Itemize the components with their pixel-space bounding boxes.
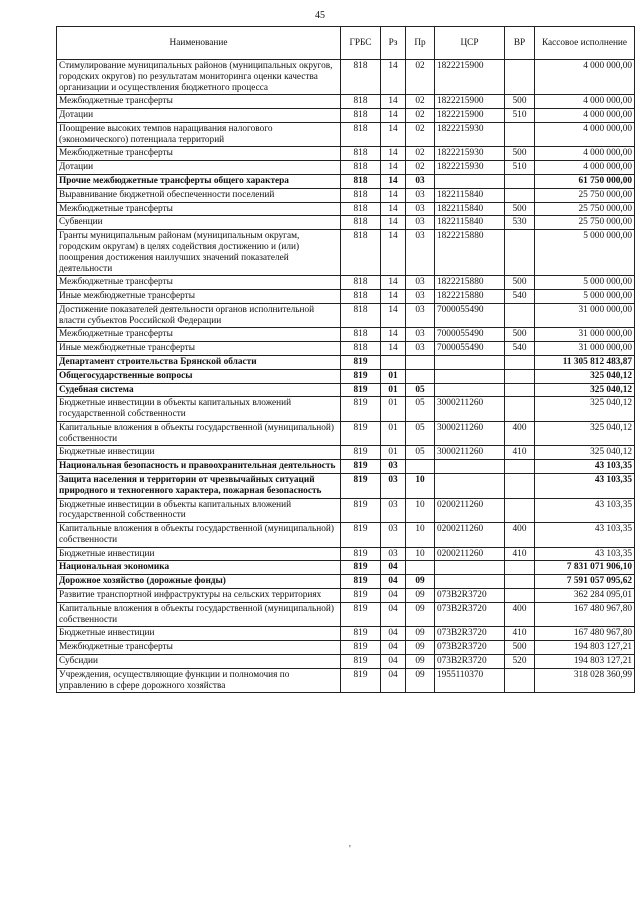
cell-pr: 05 (406, 446, 435, 460)
cell-rz: 01 (381, 446, 406, 460)
cell-name: Достижение показателей деятельности органов исполнительной власти субъектов Российской Федерации (57, 303, 341, 328)
cell-csr: 073B2R3720 (435, 589, 505, 603)
cell-name: Капитальные вложения в объекты государственной (муниципальной) собственности (57, 602, 341, 627)
table-row (57, 276, 635, 290)
cell-grbs: 818 (341, 276, 381, 290)
cell-amount: 325 040,12 (535, 397, 635, 422)
cell-name: Бюджетные инвестиции (57, 627, 341, 641)
cell-amount: 362 284 095,01 (535, 589, 635, 603)
cell-csr: 0200211260 (435, 547, 505, 561)
cell-grbs: 818 (341, 328, 381, 342)
cell-rz: 14 (381, 161, 406, 175)
page-number: 45 (315, 10, 325, 21)
cell-grbs: 818 (341, 290, 381, 304)
cell-csr: 1822215900 (435, 95, 505, 109)
cell-csr: 1822115840 (435, 216, 505, 230)
cell-rz: 03 (381, 523, 406, 548)
table-row (57, 668, 635, 693)
cell-grbs: 818 (341, 161, 381, 175)
cell-name: Бюджетные инвестиции в объекты капитальных вложений государственной собственности (57, 397, 341, 422)
cell-grbs: 818 (341, 60, 381, 95)
cell-vr: 530 (505, 216, 535, 230)
cell-grbs: 819 (341, 575, 381, 589)
table-row (57, 575, 635, 589)
cell-pr: 02 (406, 122, 435, 147)
table-row (57, 602, 635, 627)
cell-csr: 1822115840 (435, 188, 505, 202)
cell-pr: 03 (406, 216, 435, 230)
cell-rz: 14 (381, 328, 406, 342)
cell-name: Дорожное хозяйство (дорожные фонды) (57, 575, 341, 589)
cell-amount: 43 103,35 (535, 523, 635, 548)
cell-grbs: 819 (341, 589, 381, 603)
table-row (57, 147, 635, 161)
cell-grbs: 818 (341, 230, 381, 276)
cell-name: Бюджетные инвестиции (57, 547, 341, 561)
table-row (57, 60, 635, 95)
header-vr: ВР (505, 27, 535, 60)
cell-pr: 05 (406, 421, 435, 446)
cell-grbs: 818 (341, 175, 381, 189)
header-csr: ЦСР (435, 27, 505, 60)
cell-name: Межбюджетные трансферты (57, 202, 341, 216)
cell-rz: 04 (381, 668, 406, 693)
cell-name: Стимулирование муниципальных районов (муниципальных округов, городских округов) по результатам мониторинга оценки качества организации и осуществления бюджетного процесса (57, 60, 341, 95)
cell-grbs: 818 (341, 303, 381, 328)
cell-name: Бюджетные инвестиции в объекты капитальных вложений государственной собственности (57, 498, 341, 523)
cell-vr (505, 175, 535, 189)
cell-vr: 510 (505, 109, 535, 123)
cell-vr (505, 303, 535, 328)
cell-grbs: 818 (341, 122, 381, 147)
table-row (57, 627, 635, 641)
cell-grbs: 819 (341, 397, 381, 422)
cell-pr: 10 (406, 547, 435, 561)
cell-amount: 7 831 071 906,10 (535, 561, 635, 575)
cell-amount: 43 103,35 (535, 547, 635, 561)
cell-name: Учреждения, осуществляющие функции и полномочия по управлению в сфере дорожного хозяйства (57, 668, 341, 693)
cell-csr: 3000211260 (435, 397, 505, 422)
cell-grbs: 818 (341, 342, 381, 356)
cell-amount: 43 103,35 (535, 460, 635, 474)
cell-pr: 03 (406, 175, 435, 189)
cell-pr: 03 (406, 328, 435, 342)
cell-csr: 1822215880 (435, 276, 505, 290)
cell-amount: 43 103,35 (535, 498, 635, 523)
cell-csr: 073B2R3720 (435, 641, 505, 655)
cell-pr: 03 (406, 230, 435, 276)
cell-name: Субсидии (57, 654, 341, 668)
cell-rz: 14 (381, 342, 406, 356)
cell-name: Бюджетные инвестиции (57, 446, 341, 460)
cell-grbs: 818 (341, 202, 381, 216)
cell-vr: 410 (505, 446, 535, 460)
cell-grbs: 819 (341, 355, 381, 369)
cell-vr (505, 397, 535, 422)
cell-name: Развитие транспортной инфраструктуры на сельских территориях (57, 589, 341, 603)
cell-rz: 14 (381, 202, 406, 216)
cell-amount: 194 803 127,21 (535, 641, 635, 655)
table-row (57, 383, 635, 397)
cell-vr (505, 561, 535, 575)
cell-name: Межбюджетные трансферты (57, 95, 341, 109)
cell-vr (505, 369, 535, 383)
cell-rz: 01 (381, 383, 406, 397)
cell-name: Судебная система (57, 383, 341, 397)
cell-vr (505, 188, 535, 202)
cell-csr: 1822115840 (435, 202, 505, 216)
cell-pr: 09 (406, 627, 435, 641)
cell-amount: 167 480 967,80 (535, 627, 635, 641)
cell-grbs: 818 (341, 95, 381, 109)
table-row (57, 460, 635, 474)
cell-vr: 510 (505, 161, 535, 175)
cell-rz: 01 (381, 369, 406, 383)
cell-grbs: 818 (341, 188, 381, 202)
cell-name: Субвенции (57, 216, 341, 230)
cell-rz: 04 (381, 654, 406, 668)
scan-mark (349, 844, 355, 854)
cell-grbs: 819 (341, 421, 381, 446)
cell-rz (381, 355, 406, 369)
cell-vr (505, 498, 535, 523)
cell-vr: 500 (505, 202, 535, 216)
table-row (57, 523, 635, 548)
cell-pr: 09 (406, 641, 435, 655)
cell-pr: 09 (406, 654, 435, 668)
header-pr: Пр (406, 27, 435, 60)
cell-csr (435, 355, 505, 369)
cell-csr: 1822215930 (435, 122, 505, 147)
cell-vr (505, 122, 535, 147)
cell-name: Поощрение высоких темпов наращивания налогового (экономического) потенциала территорий (57, 122, 341, 147)
cell-name: Иные межбюджетные трансферты (57, 342, 341, 356)
cell-pr: 03 (406, 342, 435, 356)
cell-name: Национальная безопасность и правоохранительная деятельность (57, 460, 341, 474)
cell-grbs: 818 (341, 147, 381, 161)
cell-amount: 4 000 000,00 (535, 161, 635, 175)
cell-name: Национальная экономика (57, 561, 341, 575)
cell-vr: 500 (505, 328, 535, 342)
cell-grbs: 818 (341, 109, 381, 123)
cell-amount: 31 000 000,00 (535, 328, 635, 342)
cell-pr: 09 (406, 602, 435, 627)
cell-csr: 3000211260 (435, 421, 505, 446)
cell-rz: 04 (381, 641, 406, 655)
cell-rz: 04 (381, 589, 406, 603)
cell-grbs: 819 (341, 668, 381, 693)
cell-vr (505, 60, 535, 95)
header-row (57, 27, 635, 60)
cell-csr: 1822215880 (435, 230, 505, 276)
cell-csr (435, 175, 505, 189)
table-row (57, 369, 635, 383)
cell-rz: 14 (381, 230, 406, 276)
cell-vr: 500 (505, 641, 535, 655)
cell-name: Гранты муниципальным районам (муниципальным округам, городским округам) в целях содействия достижению и (или) поощрения достижения наилучших значений показателей деятельности (57, 230, 341, 276)
cell-name: Межбюджетные трансферты (57, 147, 341, 161)
cell-rz: 03 (381, 474, 406, 499)
cell-grbs: 819 (341, 460, 381, 474)
cell-rz: 14 (381, 216, 406, 230)
cell-amount: 31 000 000,00 (535, 342, 635, 356)
cell-amount: 4 000 000,00 (535, 95, 635, 109)
cell-rz: 14 (381, 60, 406, 95)
table-row (57, 446, 635, 460)
table-row (57, 641, 635, 655)
cell-amount: 4 000 000,00 (535, 109, 635, 123)
cell-rz: 04 (381, 602, 406, 627)
table-row (57, 109, 635, 123)
cell-rz: 03 (381, 498, 406, 523)
cell-rz: 14 (381, 147, 406, 161)
cell-grbs: 819 (341, 446, 381, 460)
cell-name: Межбюджетные трансферты (57, 328, 341, 342)
cell-name: Защита населения и территории от чрезвычайных ситуаций природного и техногенного характера, пожарная безопасность (57, 474, 341, 499)
cell-grbs: 818 (341, 216, 381, 230)
cell-vr (505, 230, 535, 276)
cell-vr (505, 474, 535, 499)
cell-pr: 02 (406, 161, 435, 175)
table-row (57, 230, 635, 276)
cell-csr (435, 575, 505, 589)
cell-rz: 04 (381, 627, 406, 641)
cell-pr (406, 460, 435, 474)
table-row (57, 328, 635, 342)
cell-amount: 194 803 127,21 (535, 654, 635, 668)
cell-rz: 03 (381, 460, 406, 474)
table-row (57, 474, 635, 499)
cell-name: Капитальные вложения в объекты государственной (муниципальной) собственности (57, 523, 341, 548)
cell-rz: 14 (381, 175, 406, 189)
table-row (57, 589, 635, 603)
cell-csr: 7000055490 (435, 342, 505, 356)
cell-csr: 7000055490 (435, 328, 505, 342)
cell-csr: 3000211260 (435, 446, 505, 460)
cell-csr: 073B2R3720 (435, 654, 505, 668)
cell-pr: 09 (406, 668, 435, 693)
table-row (57, 175, 635, 189)
cell-vr: 400 (505, 602, 535, 627)
cell-amount: 5 000 000,00 (535, 230, 635, 276)
cell-grbs: 819 (341, 654, 381, 668)
cell-amount: 5 000 000,00 (535, 290, 635, 304)
cell-amount: 25 750 000,00 (535, 202, 635, 216)
cell-grbs: 819 (341, 547, 381, 561)
cell-grbs: 819 (341, 602, 381, 627)
cell-pr: 03 (406, 188, 435, 202)
cell-name: Дотации (57, 161, 341, 175)
cell-csr: 1822215930 (435, 161, 505, 175)
cell-csr: 0200211260 (435, 498, 505, 523)
cell-vr: 500 (505, 147, 535, 161)
cell-pr: 02 (406, 60, 435, 95)
cell-pr: 03 (406, 303, 435, 328)
cell-csr: 1822215880 (435, 290, 505, 304)
cell-pr: 10 (406, 474, 435, 499)
table-row (57, 547, 635, 561)
cell-pr: 05 (406, 397, 435, 422)
cell-amount: 4 000 000,00 (535, 147, 635, 161)
cell-pr: 10 (406, 498, 435, 523)
table-body (57, 60, 635, 693)
table-row (57, 290, 635, 304)
cell-amount: 325 040,12 (535, 446, 635, 460)
cell-csr: 0200211260 (435, 523, 505, 548)
table-row (57, 561, 635, 575)
cell-rz: 01 (381, 421, 406, 446)
cell-vr (505, 383, 535, 397)
cell-csr (435, 561, 505, 575)
table-row (57, 303, 635, 328)
cell-name: Капитальные вложения в объекты государственной (муниципальной) собственности (57, 421, 341, 446)
cell-rz: 01 (381, 397, 406, 422)
cell-vr (505, 355, 535, 369)
cell-pr (406, 561, 435, 575)
cell-csr: 073B2R3720 (435, 602, 505, 627)
cell-name: Дотации (57, 109, 341, 123)
cell-pr: 03 (406, 202, 435, 216)
header-name: Наименование (57, 27, 341, 60)
cell-grbs: 819 (341, 627, 381, 641)
cell-pr (406, 369, 435, 383)
cell-csr (435, 460, 505, 474)
cell-name: Межбюджетные трансферты (57, 641, 341, 655)
cell-rz: 14 (381, 290, 406, 304)
cell-vr: 500 (505, 276, 535, 290)
cell-amount: 43 103,35 (535, 474, 635, 499)
cell-vr (505, 460, 535, 474)
cell-vr (505, 589, 535, 603)
cell-csr (435, 474, 505, 499)
table-row (57, 202, 635, 216)
cell-csr: 1822215900 (435, 109, 505, 123)
cell-rz: 14 (381, 122, 406, 147)
cell-grbs: 819 (341, 369, 381, 383)
cell-rz: 14 (381, 95, 406, 109)
cell-pr: 09 (406, 589, 435, 603)
cell-grbs: 819 (341, 474, 381, 499)
cell-pr: 03 (406, 290, 435, 304)
table-row (57, 161, 635, 175)
cell-pr: 02 (406, 95, 435, 109)
cell-vr: 410 (505, 547, 535, 561)
cell-csr: 073B2R3720 (435, 627, 505, 641)
cell-vr: 540 (505, 342, 535, 356)
header-rz: Рз (381, 27, 406, 60)
table-row (57, 654, 635, 668)
cell-pr: 09 (406, 575, 435, 589)
cell-amount: 25 750 000,00 (535, 188, 635, 202)
table-row (57, 397, 635, 422)
cell-rz: 03 (381, 547, 406, 561)
cell-vr: 540 (505, 290, 535, 304)
cell-amount: 25 750 000,00 (535, 216, 635, 230)
cell-pr (406, 355, 435, 369)
table-row (57, 355, 635, 369)
cell-rz: 14 (381, 276, 406, 290)
cell-vr: 500 (505, 95, 535, 109)
table-row (57, 95, 635, 109)
cell-csr: 7000055490 (435, 303, 505, 328)
cell-csr (435, 383, 505, 397)
cell-amount: 7 591 057 095,62 (535, 575, 635, 589)
cell-csr (435, 369, 505, 383)
cell-vr (505, 575, 535, 589)
cell-name: Межбюджетные трансферты (57, 276, 341, 290)
cell-vr: 410 (505, 627, 535, 641)
header-grbs: ГРБС (341, 27, 381, 60)
cell-name: Выравнивание бюджетной обеспеченности поселений (57, 188, 341, 202)
cell-name: Иные межбюджетные трансферты (57, 290, 341, 304)
table-row (57, 342, 635, 356)
cell-rz: 04 (381, 561, 406, 575)
cell-amount: 31 000 000,00 (535, 303, 635, 328)
cell-grbs: 819 (341, 641, 381, 655)
cell-pr: 02 (406, 109, 435, 123)
table-header (57, 27, 635, 60)
cell-csr: 1822215900 (435, 60, 505, 95)
cell-vr: 520 (505, 654, 535, 668)
cell-amount: 318 028 360,99 (535, 668, 635, 693)
cell-grbs: 819 (341, 498, 381, 523)
cell-pr: 03 (406, 276, 435, 290)
cell-rz: 04 (381, 575, 406, 589)
cell-amount: 325 040,12 (535, 369, 635, 383)
cell-amount: 5 000 000,00 (535, 276, 635, 290)
cell-grbs: 819 (341, 561, 381, 575)
cell-vr (505, 668, 535, 693)
cell-amount: 4 000 000,00 (535, 122, 635, 147)
cell-pr: 10 (406, 523, 435, 548)
cell-name: Общегосударственные вопросы (57, 369, 341, 383)
cell-csr: 1822215930 (435, 147, 505, 161)
cell-rz: 14 (381, 109, 406, 123)
cell-rz: 14 (381, 303, 406, 328)
cell-pr: 05 (406, 383, 435, 397)
table-row (57, 216, 635, 230)
cell-name: Прочие межбюджетные трансферты общего характера (57, 175, 341, 189)
table-row (57, 122, 635, 147)
table-row (57, 421, 635, 446)
cell-rz: 14 (381, 188, 406, 202)
cell-name: Департамент строительства Брянской области (57, 355, 341, 369)
cell-vr: 400 (505, 523, 535, 548)
budget-execution-table (56, 26, 635, 693)
cell-amount: 61 750 000,00 (535, 175, 635, 189)
cell-amount: 325 040,12 (535, 383, 635, 397)
cell-csr: 1955110370 (435, 668, 505, 693)
cell-vr: 400 (505, 421, 535, 446)
cell-amount: 167 480 967,80 (535, 602, 635, 627)
table-row (57, 498, 635, 523)
cell-amount: 325 040,12 (535, 421, 635, 446)
table-row (57, 188, 635, 202)
header-amount: Кассовое исполнение (535, 27, 635, 60)
cell-pr: 02 (406, 147, 435, 161)
cell-grbs: 819 (341, 523, 381, 548)
cell-amount: 4 000 000,00 (535, 60, 635, 95)
cell-grbs: 819 (341, 383, 381, 397)
cell-amount: 11 305 812 483,87 (535, 355, 635, 369)
